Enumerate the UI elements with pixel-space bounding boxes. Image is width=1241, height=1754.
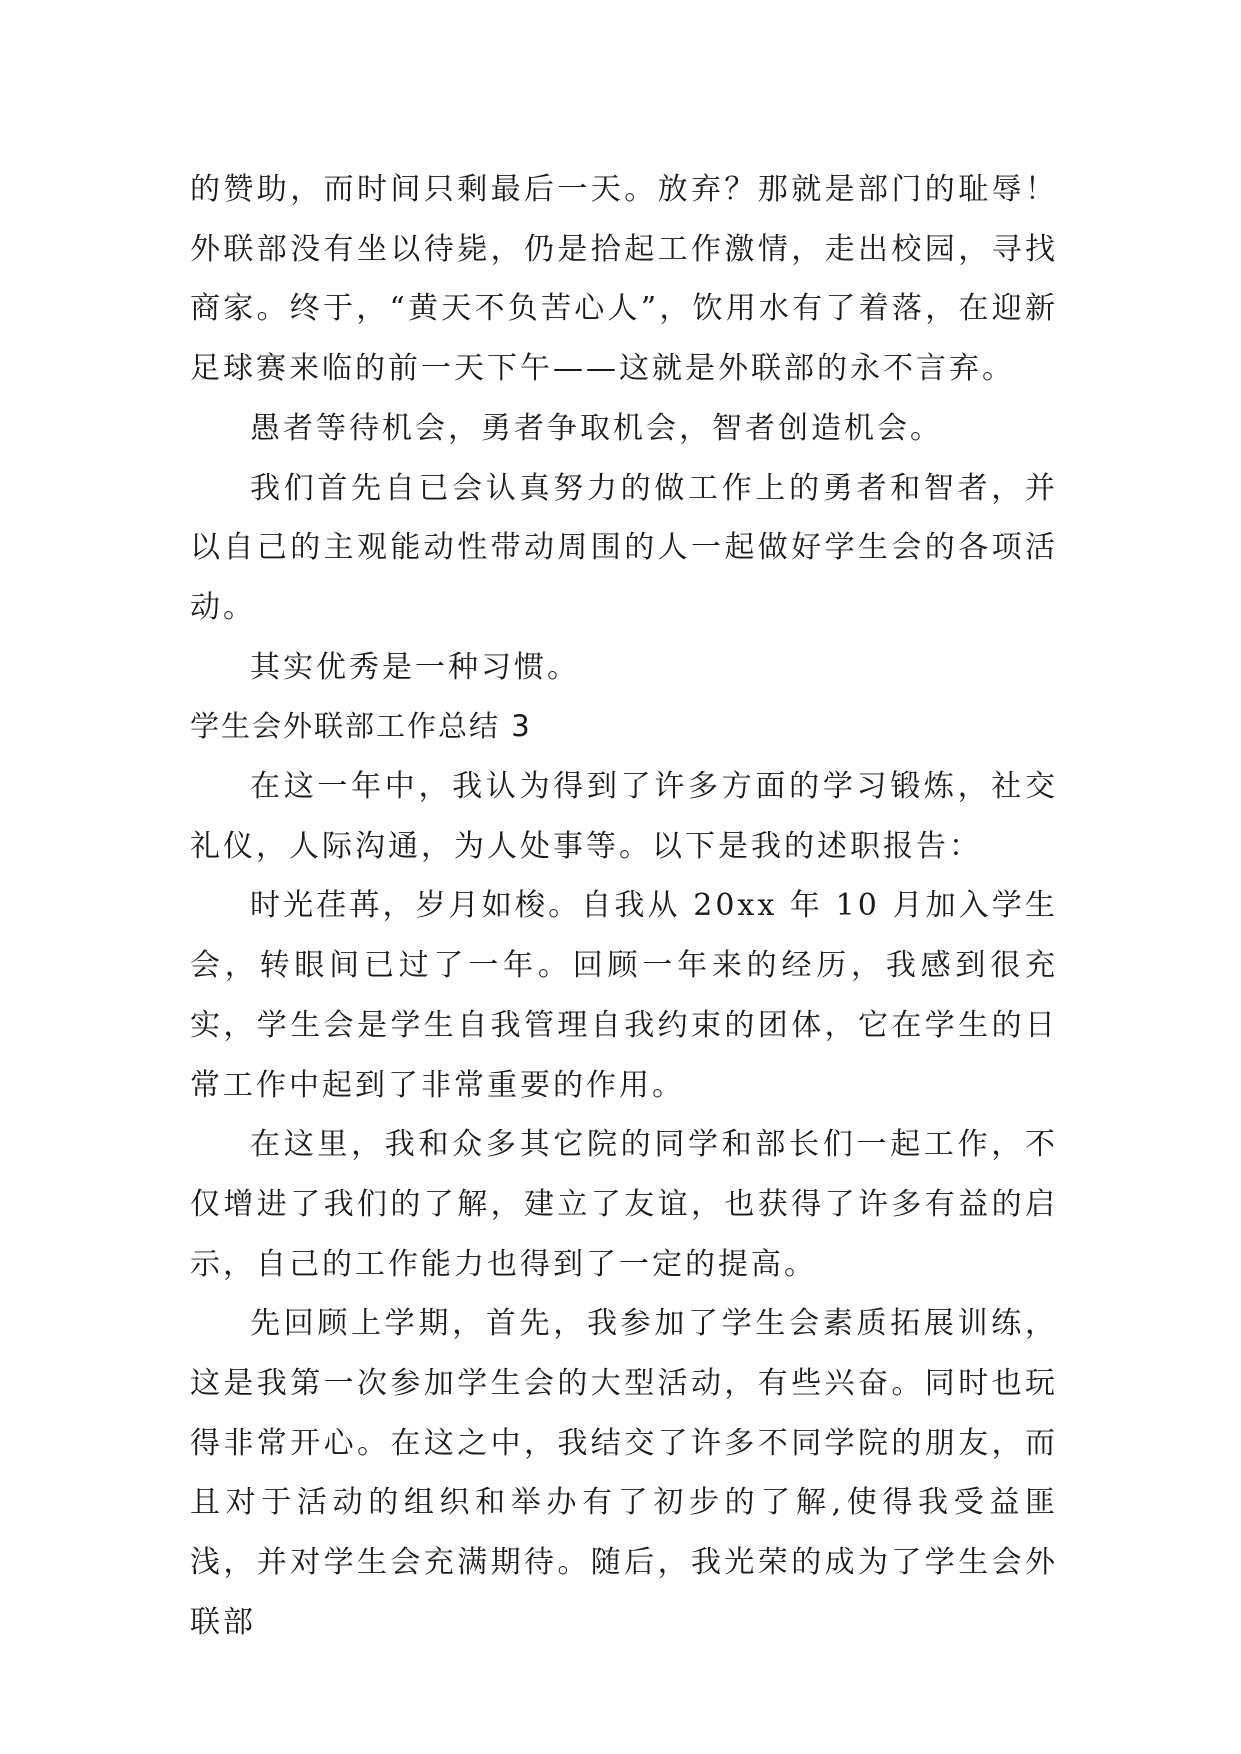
paragraph: 先回顾上学期，首先，我参加了学生会素质拓展训练，这是我第一次参加学生会的大型活动，有些兴奋。同时也玩得非常开心。在这之中，我结交了许多不同学院的朋友，而且对于活动的组织和举办有了初步的了解,使得我受益匪浅，并对学生会充满期待。随后，我光荣的成为了学生会外联部	[190, 1306, 1058, 1640]
paragraph: 其实优秀是一种习惯。	[250, 649, 580, 685]
paragraph: 时光荏苒，岁月如梭。自我从 20xx 年 10 月加入学生会，转眼间已过了一年。回顾一年来的经历，我感到很充实，学生会是学生自我管理自我约束的团体，它在学生的日常工作中起到了非常重要的作用。	[190, 888, 1058, 1103]
paragraph: 在这里，我和众多其它院的同学和部长们一起工作，不仅增进了我们的了解，建立了友谊，也获得了许多有益的启示，自己的工作能力也得到了一定的提高。	[190, 1127, 1058, 1282]
paragraph: 愚者等待机会，勇者争取机会，智者创造机会。	[250, 410, 943, 446]
paragraph: 在这一年中，我认为得到了许多方面的学习锻炼，社交礼仪，人际沟通，为人处事等。以下是我的述职报告：	[190, 769, 1058, 864]
section-heading: 学生会外联部工作总结 3	[190, 709, 532, 744]
paragraph: 我们首先自已会认真努力的做工作上的勇者和智者，并以自己的主观能动性带动周围的人一起做好学生会的各项活动。	[190, 470, 1058, 625]
paragraph-continuation: 的赞助，而时间只剩最后一天。放弃？那就是部门的耻辱！外联部没有坐以待毙，仍是拾起工作激情，走出校园，寻找商家。终于，“黄天不负苦心人”，饮用水有了着落，在迎新足球赛来临的前一天下午——这就是外联部的永不言弃。	[190, 172, 1058, 387]
document-body	[190, 160, 1058, 1653]
